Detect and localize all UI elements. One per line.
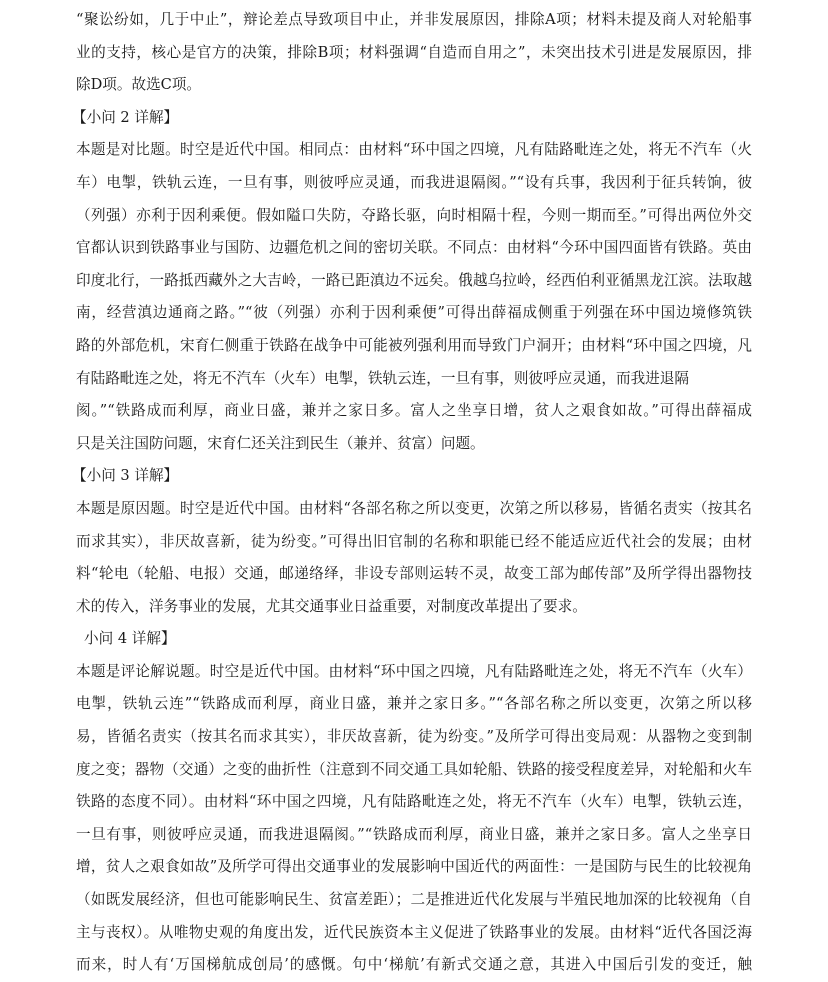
text-line: 术的传入，洋务事业的发展，尤其交通事业日益重要，对制度改革提出了要求。: [76, 597, 587, 615]
text-line: 南，经营滇边通商之路。”“彼（列强）亦利于因利乘便”可得出薛福成侧重于列强在环中国边境修筑铁: [76, 304, 752, 322]
text-line: 只是关注国防问题，宋育仁还关注到民生（兼并、贫富）问题。: [76, 434, 485, 452]
text-line: 电掣，铁轨云连”“铁路成而利厚，商业日盛，兼并之家日多。”“各部名称之所以变更，次第之所以移: [76, 695, 752, 713]
answer-paragraph-2: [76, 134, 752, 460]
section-heading-question-4: 小问 4 详解】: [84, 630, 176, 648]
text-line: 而来，时人有‘万国梯航成创局’的感慨。句中‘梯航’有新式交通之意，其进入中国后引发的变迁，触: [76, 956, 752, 974]
text-line: 路的外部危机，宋育仁侧重于铁路在战争中可能被列强利用而导致门户洞开；由材料“环中国之四境，凡: [76, 336, 752, 354]
text-line: 增，贫人之艰食如故”及所学可得出交通事业的发展影响中国近代的两面性：一是国防与民生的比较视角: [76, 858, 752, 876]
text-line: 主与丧权）。从唯物史观的角度出发，近代民族资本主义促进了铁路事业的发展。由材料“近代各国泛海: [76, 923, 752, 941]
text-line: 料“轮电（轮船、电报）交通，邮递络绎，非设专部则运转不灵，故变工部为邮传部”及所学得出器物技: [76, 565, 752, 583]
text-line: （列强）亦利于因利乘便。假如隘口失防，夺路长驱，向时相隔十程，今则一期而至。”可得出两位外交: [76, 206, 752, 224]
text-line: 业的支持，核心是官方的决策，排除B项；材料强调“自造而自用之”，未突出技术引进是发展原因，排: [76, 43, 752, 61]
section-heading-question-3: 【小问 3 详解】: [72, 467, 179, 485]
text-line: 印度北行，一路抵西藏外之大吉岭，一路已距滇边不远矣。俄越乌拉岭，经西伯利亚循黑龙江滨。法取越: [76, 271, 752, 289]
text-line: 一旦有事，则彼呼应灵通，而我进退隔阂。”“铁路成而利厚，商业日盛，兼并之家日多。富人之坐享日: [76, 825, 752, 843]
text-line: 铁路的态度不同）。由材料“环中国之四境，凡有陆路毗连之处，将无不汽车（火车）电掣，铁轨云连，: [76, 793, 752, 811]
answer-paragraph-4: [76, 656, 752, 982]
text-line: 本题是对比题。时空是近代中国。相同点：由材料“环中国之四境，凡有陆路毗连之处，将无不汽车（火: [76, 141, 752, 159]
document-page: [72, 4, 752, 982]
text-line: 除D项。故选C项。: [76, 76, 202, 94]
text-line: 有陆路毗连之处，将无不汽车（火车）电掣，铁轨云连，一旦有事，则彼呼应灵通，而我进退隔: [76, 369, 689, 387]
text-line: 车）电掣，铁轨云连，一旦有事，则彼呼应灵通，而我进退隔阂。”“设有兵事，我因利于征兵转饷，彼: [76, 173, 752, 191]
answer-paragraph-1: [76, 4, 752, 102]
text-line: 易，皆循名责实（按其名而求其实），非厌故喜新，徒为纷变。”及所学可得出变局观：从器物之变到制: [76, 728, 752, 746]
text-line: 本题是评论解说题。时空是近代中国。由材料“环中国之四境，凡有陆路毗连之处，将无不汽车（火车）: [76, 662, 752, 680]
section-heading-question-2: 【小问 2 详解】: [72, 108, 179, 126]
text-line: 而求其实），非厌故喜新，徒为纷变。”可得出旧官制的名称和职能已经不能适应近代社会的发展；由材: [76, 532, 752, 550]
answer-paragraph-3: [76, 493, 752, 623]
text-line: （如既发展经济，但也可能影响民生、贫富差距）；二是推进近代化发展与半殖民地加深的比较视角（自: [76, 891, 752, 909]
text-line: “聚讼纷如，几于中止”，辩论差点导致项目中止，并非发展原因，排除A项；材料未提及商人对轮船事: [76, 11, 752, 28]
text-line: 度之变；器物（交通）之变的曲折性（注意到不同交通工具如轮船、铁路的接受程度差异，对轮船和火车: [76, 760, 752, 778]
text-line: 本题是原因题。时空是近代中国。由材料“各部名称之所以变更，次第之所以移易，皆循名责实（按其名: [76, 499, 752, 517]
text-line: 阂。”“铁路成而利厚，商业日盛，兼并之家日多。富人之坐享日增，贫人之艰食如故。”可得出薛福成: [76, 402, 752, 420]
text-line: 官都认识到铁路事业与国防、边疆危机之间的密切关联。不同点：由材料“今环中国四面皆有铁路。英由: [76, 239, 752, 257]
